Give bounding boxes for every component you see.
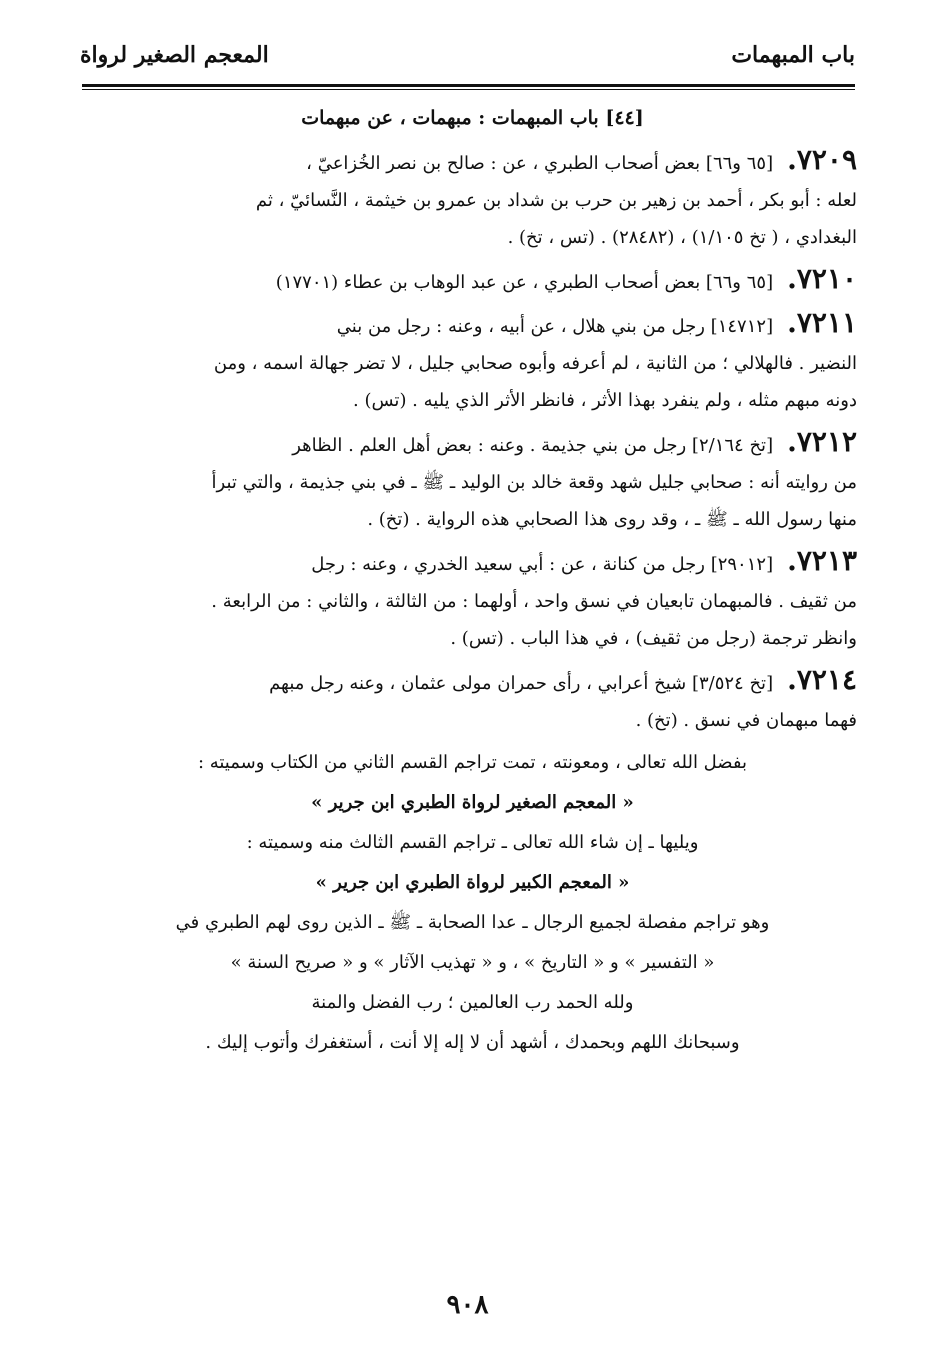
entry-number: ٧٢٠٩. bbox=[787, 142, 857, 176]
entry bbox=[88, 420, 857, 539]
running-header-chapter: باب المبهمات bbox=[731, 42, 855, 68]
entry-text: [٢٩٠١٢] رجل من كنانة ، عن : أبي سعيد الخدري ، وعنه : رجل bbox=[311, 553, 774, 575]
entry bbox=[88, 138, 857, 257]
entry-text: من ثقيف . فالمبهمان تابعيان في نسق واحد ، أولهما : من الثالثة ، والثاني : من الرابعة . bbox=[211, 590, 857, 612]
entry-text: لعله : أبو بكر ، أحمد بن زهير بن حرب بن شداد بن عمرو بن خيثمة ، النَّسائيّ ، ثم bbox=[255, 189, 857, 211]
entry-line bbox=[88, 702, 857, 740]
entry-text: [تخ ٣/٥٢٤] شيخ أعرابي ، رأى حمران مولى عثمان ، وعنه رجل مبهم bbox=[269, 672, 774, 694]
entry-first-line bbox=[88, 301, 857, 345]
header-rule-thin bbox=[82, 89, 855, 90]
closing-line: ولله الحمد رب العالمين ؛ رب الفضل والمنة bbox=[311, 992, 634, 1013]
closing-line: وهو تراجم مفصلة لجميع الرجال ـ عدا الصحابة ـ ﷺ ـ الذين روى لهم الطبري في bbox=[175, 912, 770, 933]
entry-first-line bbox=[88, 658, 857, 702]
entry-line bbox=[88, 583, 857, 621]
closing-line: « التفسير » و « التاريخ » ، و « تهذيب الآثار » و « صريح السنة » bbox=[230, 952, 715, 973]
book-title-line: « المعجم الصغير لرواة الطبري ابن جرير » bbox=[311, 792, 634, 813]
entry-text: [تخ ٢/١٦٤] رجل من بني جذيمة . وعنه : بعض أهل العلم . الظاهر bbox=[292, 434, 774, 456]
entry-number: ٧٢١٠. bbox=[787, 261, 857, 295]
entry-text: [٦٥ و٦٦] بعض أصحاب الطبري ، عن : صالح بن نصر الخُزاعيّ ، bbox=[306, 152, 774, 174]
entry-line bbox=[88, 620, 857, 658]
entry-text: البغدادي ، ( تخ ١/١٠٥) ، (٢٨٤٨٢) . (تس ، تخ) . bbox=[507, 227, 857, 248]
entry-line bbox=[88, 464, 857, 502]
header-rule-thick bbox=[82, 84, 855, 87]
page-number: ٩٠٨ bbox=[446, 1290, 489, 1320]
book-title-line: « المعجم الكبير لرواة الطبري ابن جرير » bbox=[315, 872, 630, 893]
entry bbox=[88, 658, 857, 740]
closing-line: وسبحانك اللهم وبحمدك ، أشهد أن لا إله إلا أنت ، أستغفرك وأتوب إليك . bbox=[205, 1032, 740, 1053]
entry bbox=[88, 539, 857, 658]
entry-text: النضير . فالهلالي ؛ من الثانية ، لم أعرفه وأبوه صحابي جليل ، لا تضر جهالة اسمه ، ومن bbox=[213, 352, 857, 374]
entry bbox=[88, 301, 857, 420]
entry-text: منها رسول الله ـ ﷺ ـ ، وقد روى هذا الصحابي هذه الرواية . (تخ) . bbox=[367, 509, 857, 530]
closing-line: ويليها ـ إن شاء الله تعالى ـ تراجم القسم الثالث منه وسميته : bbox=[246, 832, 699, 853]
entry-text: وانظر ترجمة (رجل من ثقيف) ، في هذا الباب . (تس) . bbox=[450, 628, 857, 649]
entry-line bbox=[88, 382, 857, 420]
entry-line bbox=[88, 219, 857, 257]
entries-list bbox=[88, 138, 857, 740]
page-body bbox=[88, 100, 857, 1063]
entry-number: ٧٢١٤. bbox=[787, 662, 857, 696]
entry-number: ٧٢١١. bbox=[787, 305, 857, 339]
entry-line bbox=[88, 501, 857, 539]
running-header-book-title: المعجم الصغير لرواة bbox=[80, 42, 269, 68]
entry-number: ٧٢١٢. bbox=[787, 424, 857, 458]
entry-first-line bbox=[88, 539, 857, 583]
closing-line: بفضل الله تعالى ، ومعونته ، تمت تراجم القسم الثاني من الكتاب وسميته : bbox=[197, 752, 748, 773]
entry-first-line bbox=[88, 138, 857, 182]
entry-text: [١٤٧١٢] رجل من بني هلال ، عن أبيه ، وعنه : رجل من بني bbox=[336, 315, 774, 337]
entry-first-line bbox=[88, 420, 857, 464]
entry-text: [٦٥ و٦٦] بعض أصحاب الطبري ، عن عبد الوهاب بن عطاء (١٧٧٠١) bbox=[275, 271, 774, 293]
entry-text: فهما مبهمان في نسق . (تخ) . bbox=[635, 709, 857, 731]
entry-text: دونه مبهم مثله ، ولم ينفرد بهذا الأثر ، فانظر الأثر الذي يليه . (تس) . bbox=[353, 390, 857, 411]
entry-line bbox=[88, 182, 857, 220]
entry bbox=[88, 257, 857, 301]
closing-block bbox=[88, 743, 857, 1063]
entry-first-line bbox=[88, 257, 857, 301]
entry-line bbox=[88, 345, 857, 383]
section-title: [٤٤] باب المبهمات : مبهمات ، عن مبهمات bbox=[301, 107, 644, 129]
entry-number: ٧٢١٣. bbox=[787, 543, 857, 577]
entry-text: من روايته أنه : صحابي جليل شهد وقعة خالد بن الوليد ـ ﷺ ـ في بني جذيمة ، والتي تبرأ bbox=[211, 471, 857, 493]
